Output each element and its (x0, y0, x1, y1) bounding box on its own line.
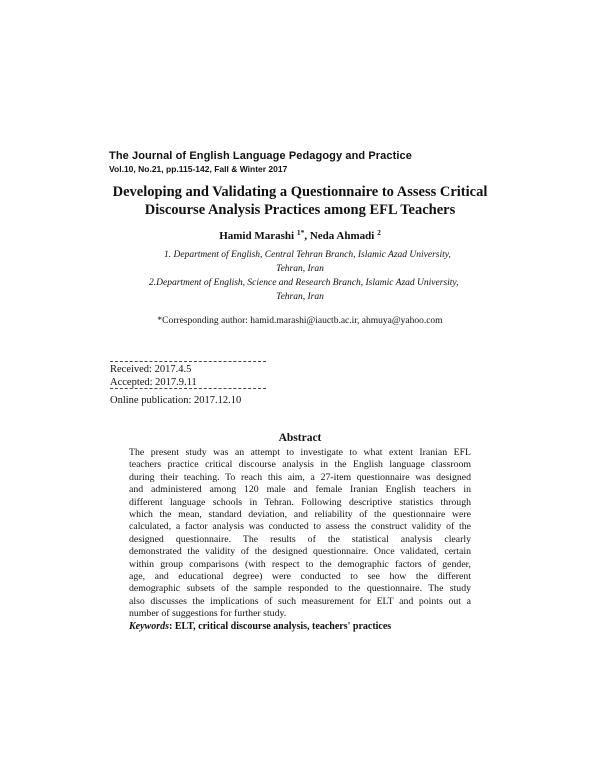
article-title-line-2: Discourse Analysis Practices among EFL Teachers (144, 202, 456, 218)
abstract-line: demographic subsets of the sample responded to the questionnaire. The study (129, 583, 471, 595)
keywords-text: : ELT, critical discourse analysis, teachers' practices (169, 621, 392, 632)
abstract-line: which the mean, standard deviation, and reliability of the questionnaire were (129, 508, 471, 520)
affiliation-1-line-1: 1. Department of English, Central Tehran Branch, Islamic Azad University, (164, 250, 451, 260)
affiliation-2-line-1: 2.Department of English, Science and Research Branch, Islamic Azad University, (149, 278, 459, 288)
divider-top (110, 361, 266, 362)
journal-volume-info: Vol.10, No.21, pp.115-142, Fall & Winter 2017 (109, 164, 288, 174)
abstract-line: and administered among 120 male and female Iranian English teachers in (129, 484, 471, 496)
journal-name: The Journal of English Language Pedagogy and Practice (109, 150, 412, 162)
abstract-line: within group comparisons (with respect to the demographic factors of gender, (129, 558, 471, 570)
abstract-line: The present study was an attempt to investigate to what extent Iranian EFL (129, 447, 471, 458)
affiliation-2-line-2: Tehran, Iran (276, 292, 324, 302)
accepted-date: Accepted: 2017.9.11 (110, 377, 197, 388)
corresponding-author: *Corresponding author: hamid.marashi@iauctb.ac.ir, ahmuya@yahoo.com (157, 316, 443, 326)
author-list (100, 228, 500, 242)
author-2-name: Neda Ahmadi (309, 230, 375, 242)
divider-bottom (110, 388, 266, 389)
author-1-mark: 1* (296, 228, 305, 237)
author-separator: , (304, 230, 310, 242)
abstract-line: designed questionnaire. The results of the statistical analysis clearly (129, 533, 471, 545)
keywords-label: Keywords (129, 621, 169, 632)
abstract-line: also discusses the implications of such measurement for ELT and points out a (129, 595, 471, 607)
abstract-line: calculated, a factor analysis was conducted to assess the construct validity of the (129, 521, 471, 533)
abstract-line: teachers practice critical discourse analysis in the English language classroom (129, 459, 471, 471)
abstract-line: during their teaching. To reach this aim, a 27-item questionnaire was designed (129, 471, 471, 483)
abstract-body (129, 447, 471, 620)
online-publication-date: Online publication: 2017.12.10 (110, 395, 242, 406)
keywords (129, 621, 391, 632)
article-title-line-1: Developing and Validating a Questionnaire to Assess Critical (112, 184, 488, 200)
abstract-heading: Abstract (278, 432, 322, 444)
abstract-line: number of suggestions for further study. (129, 608, 287, 620)
abstract-line: different language schools in Tehran. Following descriptive statistics through (129, 496, 471, 508)
received-date: Received: 2017.4.5 (110, 364, 192, 375)
author-1-name: Hamid Marashi (219, 230, 295, 242)
abstract-line: demonstrated the validity of the designed questionnaire. Once validated, certain (129, 546, 471, 558)
abstract-line: age, and educational degree) were conducted to see how the different (129, 570, 471, 582)
author-2-mark: 2 (377, 228, 381, 237)
affiliation-1-line-2: Tehran, Iran (276, 264, 324, 274)
